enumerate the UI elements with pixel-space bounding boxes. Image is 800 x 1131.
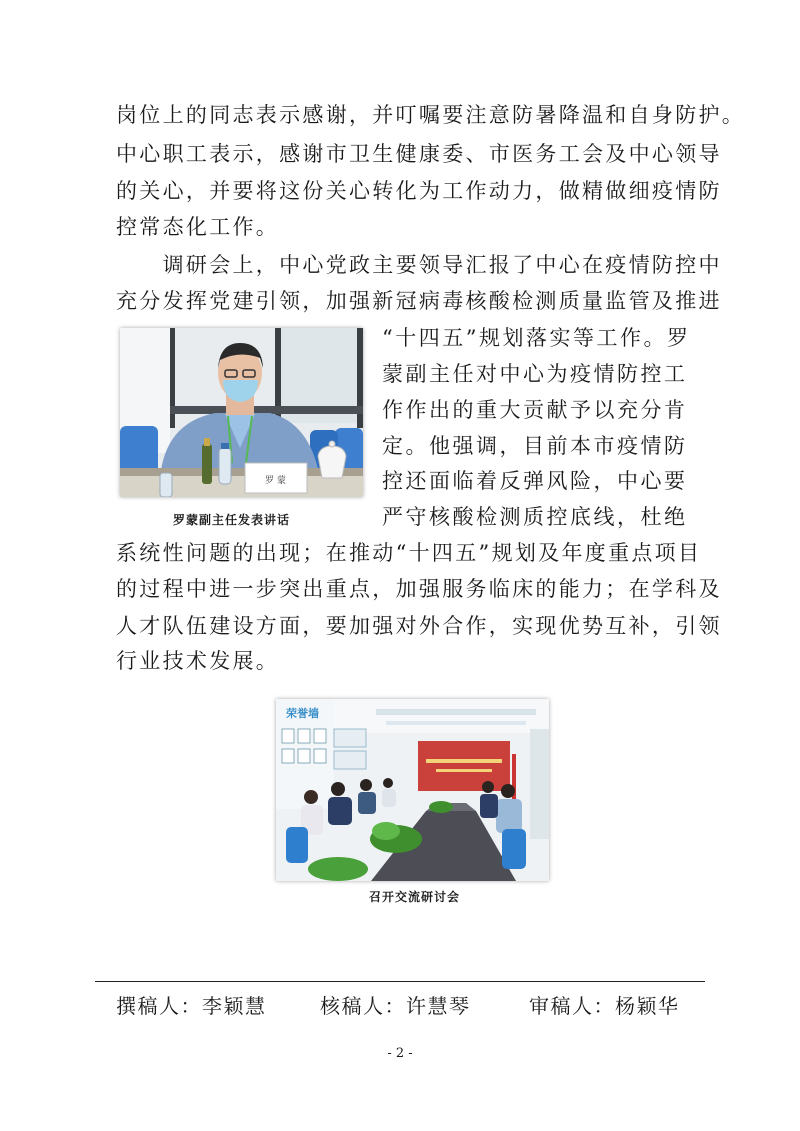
speaker-photo xyxy=(120,328,363,497)
body-text-line: 定。他强调，目前本市疫情防 xyxy=(382,434,688,458)
photo-caption: 召开交流研讨会 xyxy=(369,890,461,904)
body-text-line: 的关心，并要将这份关心转化为工作动力，做精做细疫情防 xyxy=(116,179,722,203)
approver-credit: 审稿人：杨颖华 xyxy=(529,994,680,1018)
body-text-line: 的过程中进一步突出重点，加强服务临床的能力；在学科及 xyxy=(116,577,722,601)
body-text-line: 充分发挥党建引领，加强新冠病毒核酸检测质量监管及推进 xyxy=(116,289,722,313)
body-text-line: 系统性问题的出现；在推动“十四五”规划及年度重点项目 xyxy=(116,541,702,565)
body-text-line: 岗位上的同志表示感谢，并叮嘱要注意防暑降温和自身防护。 xyxy=(116,103,746,127)
body-text-line: 作作出的重大贡献予以充分肯 xyxy=(382,398,688,422)
body-text-line: 严守核酸检测质控底线，杜绝 xyxy=(382,505,688,529)
page-number: - 2 - xyxy=(387,1046,413,1061)
honor-wall-sign: 荣誉墙 xyxy=(286,707,319,720)
body-text-line: 控常态化工作。 xyxy=(116,215,280,239)
body-text-line: 蒙副主任对中心为疫情防控工 xyxy=(382,362,688,386)
photo-caption: 罗蒙副主任发表讲话 xyxy=(173,513,291,527)
nameplate-text: 罗 蒙 xyxy=(265,476,286,486)
body-text-line: 调研会上，中心党政主要领导汇报了中心在疫情防控中 xyxy=(116,253,722,277)
body-text-line: 控还面临着反弹风险，中心要 xyxy=(382,469,688,493)
body-text-line: 行业技术发展。 xyxy=(116,649,280,673)
body-text-line: 中心职工表示，感谢市卫生健康委、市医务工会及中心领导 xyxy=(116,142,722,166)
body-text-line: “十四五”规划落实等工作。罗 xyxy=(382,326,691,350)
body-text-line: 人才队伍建设方面，要加强对外合作，实现优势互补，引领 xyxy=(116,614,722,638)
meeting-photo xyxy=(276,699,549,881)
footer-divider xyxy=(95,981,705,982)
reviewer-credit: 核稿人：许慧琴 xyxy=(320,994,471,1018)
writer-credit: 撰稿人：李颖慧 xyxy=(116,994,267,1018)
